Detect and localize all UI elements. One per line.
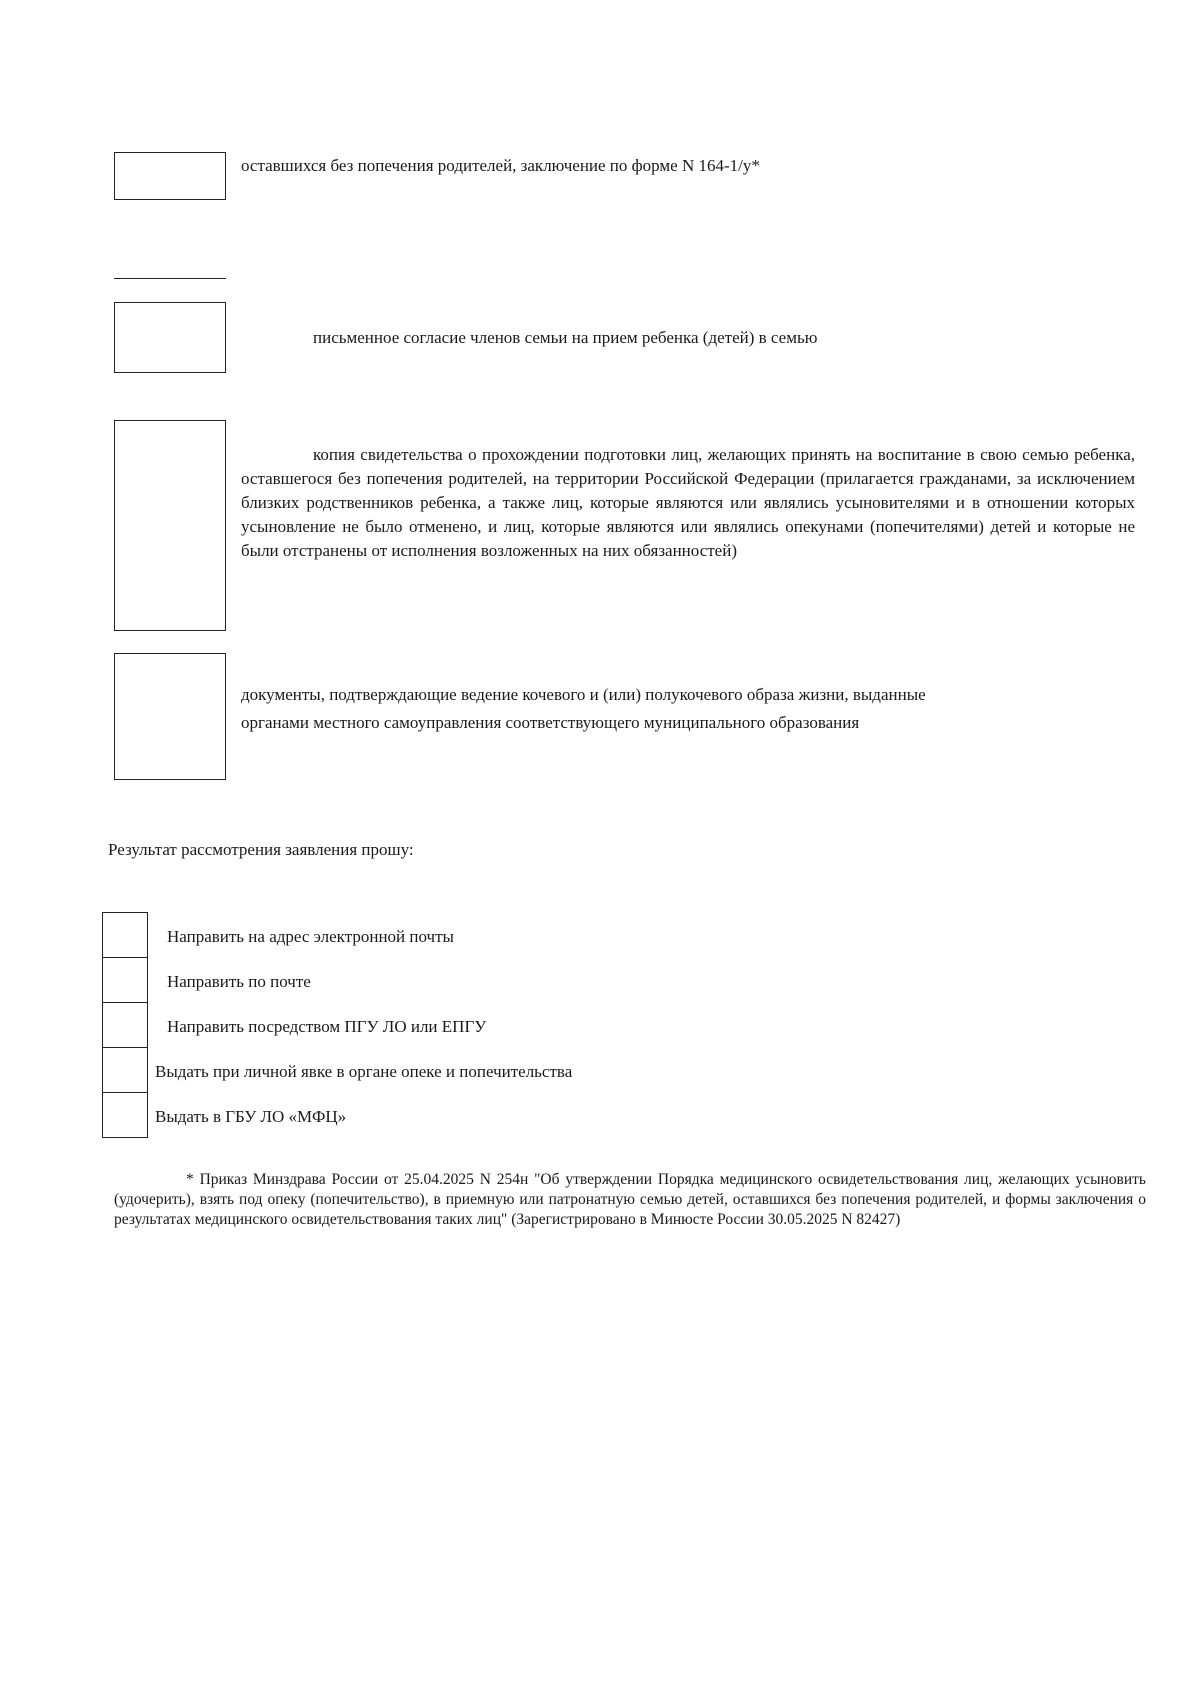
label-result-mfc: Выдать в ГБУ ЛО «МФЦ» <box>155 1107 347 1126</box>
checkbox-nomadic-documents[interactable] <box>114 653 226 780</box>
checkbox-result-portal[interactable] <box>102 1002 148 1048</box>
checkbox-training-certificate[interactable] <box>114 420 226 631</box>
label-result-post: Направить по почте <box>167 972 311 991</box>
label-result-in-person: Выдать при личной явке в органе опеке и попечительства <box>155 1062 573 1081</box>
checkbox-medical-conclusion[interactable] <box>114 152 226 200</box>
checkbox-result-mfc[interactable] <box>102 1092 148 1138</box>
checkbox-result-email[interactable] <box>102 912 148 958</box>
label-training-certificate: копия свидетельства о прохождении подготовки лиц, желающих принять на воспитание в свою семью ребенка, оставшегося без попечения родителей, на территории Российской Федерации (прилагается гражданами, за исключением близких родственников ребенка, а также лиц, которые являются или являлись усыновителями и в отношении которых усыновление не было отменено, и лиц, которые являются или являлись опекунами (попечителями) детей и которые не были отстранены от исполнения возложенных на них обязанностей) <box>241 445 1135 560</box>
label-family-consent: письменное согласие членов семьи на прием ребенка (детей) в семью <box>313 328 818 347</box>
checkbox-family-consent[interactable] <box>114 302 226 373</box>
checkbox-result-post[interactable] <box>102 957 148 1003</box>
separator-line <box>114 278 226 279</box>
result-heading: Результат рассмотрения заявления прошу: <box>108 840 414 859</box>
label-result-portal: Направить посредством ПГУ ЛО или ЕПГУ <box>167 1017 487 1036</box>
label-nomadic-documents-line1: документы, подтверждающие ведение кочевого и (или) полукочевого образа жизни, выданные <box>241 685 926 704</box>
footnote: * Приказ Минздрава России от 25.04.2025 N 254н "Об утверждении Порядка медицинского освидетельствования лиц, желающих усыновить (удочерить), взять под опеку (попечительство), в приемную или патронатную семью детей, оставшихся без попечения родителей, и формы заключения о результатах медицинского освидетельствования таких лиц" (Зарегистрировано в Минюсте России 30.05.2025 N 82427) <box>114 1171 1146 1228</box>
label-medical-conclusion: оставшихся без попечения родителей, заключение по форме N 164-1/у* <box>241 156 760 175</box>
label-result-email: Направить на адрес электронной почты <box>167 927 454 946</box>
checkbox-result-in-person[interactable] <box>102 1047 148 1093</box>
label-nomadic-documents-line2: органами местного самоуправления соответствующего муниципального образования <box>241 713 860 732</box>
